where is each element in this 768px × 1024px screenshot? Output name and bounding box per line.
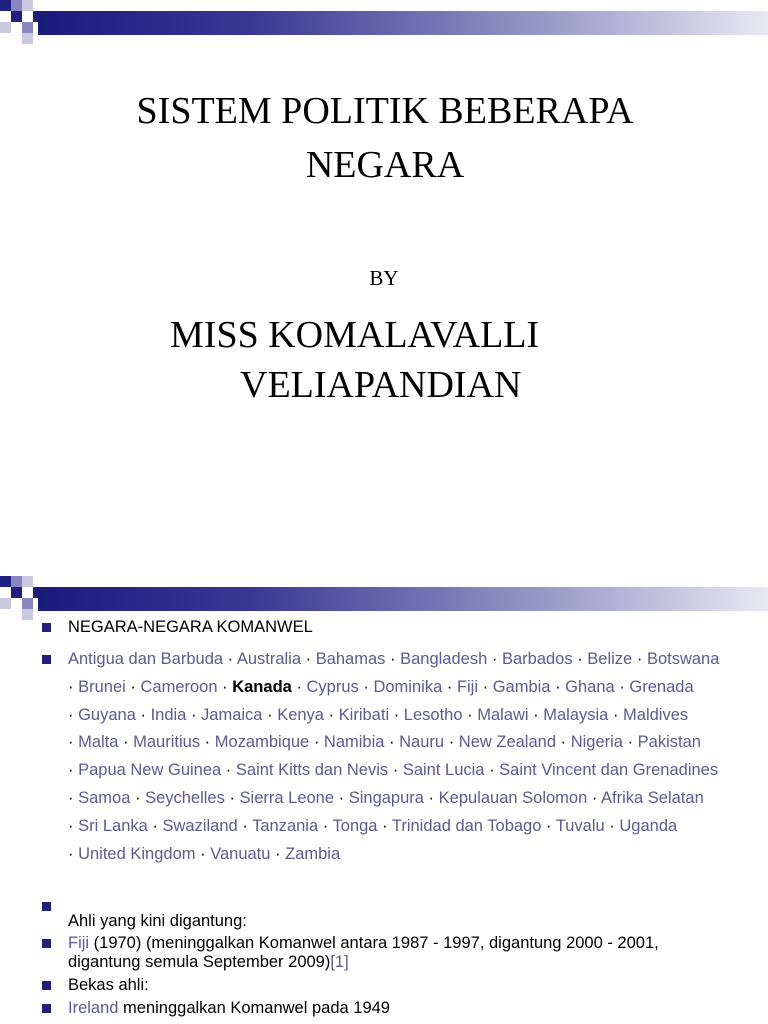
bullet-icon xyxy=(42,623,51,632)
country-item xyxy=(191,706,263,724)
country-item xyxy=(533,706,608,724)
separator-dot: · xyxy=(68,705,79,724)
country-link[interactable]: Papua New Guinea xyxy=(78,761,222,780)
country-link[interactable]: Maldives xyxy=(623,705,689,724)
separator-dot: · xyxy=(68,844,79,863)
country-link[interactable]: Bahamas xyxy=(315,650,386,668)
separator-dot: · xyxy=(392,761,403,780)
country-item xyxy=(609,817,677,835)
country-link[interactable]: Grenada xyxy=(629,677,694,696)
country-item xyxy=(267,706,324,724)
country-item xyxy=(68,761,221,779)
separator-dot: · xyxy=(68,816,79,835)
country-link[interactable]: Samoa xyxy=(78,788,131,807)
country-link[interactable]: Tanzania xyxy=(252,816,319,835)
country-link[interactable]: Fiji xyxy=(456,677,479,696)
country-link[interactable]: Mozambique xyxy=(214,733,310,752)
country-item xyxy=(329,706,390,724)
separator-dot: · xyxy=(328,705,339,724)
country-item xyxy=(577,650,632,668)
separator-dot: · xyxy=(612,705,624,724)
country-link[interactable]: Singapura xyxy=(348,788,424,807)
header-square xyxy=(22,576,33,587)
country-item xyxy=(296,678,358,696)
separator-dot: · xyxy=(390,650,401,668)
commonwealth-slide xyxy=(0,576,768,1024)
fiji-text: (1970) (meninggalkan Komanwel antara 1987 - 1997, digantung 2000 - 2001, digantung semula September 2009) xyxy=(68,934,659,971)
separator-dot: · xyxy=(577,650,588,668)
separator-dot: · xyxy=(296,677,307,696)
separator-dot: · xyxy=(123,733,134,752)
bullet-icon xyxy=(42,939,51,948)
fiji-link[interactable]: Fiji xyxy=(68,934,90,952)
header-gradient-bar xyxy=(38,587,768,611)
separator-dot: · xyxy=(200,844,211,863)
country-link[interactable]: Jamaica xyxy=(201,705,263,724)
country-link[interactable]: Gambia xyxy=(492,677,551,696)
separator-dot: · xyxy=(68,677,79,696)
slide-title xyxy=(60,84,710,192)
separator-dot: · xyxy=(560,733,571,752)
country-item xyxy=(140,706,186,724)
country-item xyxy=(314,733,385,751)
separator-dot: · xyxy=(134,788,146,807)
separator-dot: · xyxy=(68,761,79,780)
separator-dot: · xyxy=(222,677,233,696)
separator-dot: · xyxy=(489,761,500,780)
separator-dot: · xyxy=(448,733,459,752)
country-link[interactable]: Kepulauan Solomon xyxy=(438,788,588,807)
country-link[interactable]: Afrika Selatan xyxy=(601,788,704,807)
country-link[interactable]: Australia xyxy=(236,650,302,668)
bullet-icon xyxy=(42,1004,51,1013)
separator-dot: · xyxy=(491,650,502,668)
separator-dot: · xyxy=(152,816,163,835)
country-item xyxy=(152,817,237,835)
country-item xyxy=(68,817,148,835)
header-square xyxy=(22,598,33,609)
country-item xyxy=(135,789,225,807)
country-link[interactable]: Nigeria xyxy=(570,733,623,752)
country-item xyxy=(363,678,442,696)
title-line-2: NEGARA xyxy=(305,144,465,186)
header-square xyxy=(11,11,22,22)
country-item xyxy=(467,706,528,724)
country-link[interactable]: Kiribati xyxy=(338,705,390,724)
slide-heading: NEGARA-NEGARA KOMANWEL xyxy=(68,618,313,636)
country-link[interactable]: Guyana xyxy=(78,705,136,724)
country-item xyxy=(123,733,200,751)
country-link[interactable]: Antigua dan Barbuda xyxy=(68,650,224,668)
separator-dot: · xyxy=(275,844,286,863)
country-item xyxy=(229,789,334,807)
country-link[interactable]: Uganda xyxy=(619,816,678,835)
country-item xyxy=(68,706,136,724)
separator-dot: · xyxy=(627,733,638,752)
country-link[interactable]: Dominika xyxy=(373,677,443,696)
country-link[interactable]: Tonga xyxy=(332,816,378,835)
separator-dot: · xyxy=(140,705,151,724)
country-item xyxy=(306,650,386,668)
author-line-2: VELIAPANDIAN xyxy=(240,364,522,406)
country-item xyxy=(389,733,444,751)
country-item xyxy=(628,733,701,751)
country-item xyxy=(555,678,615,696)
country-link[interactable]: Lesotho xyxy=(403,705,463,724)
country-item xyxy=(592,789,704,807)
header-gradient-bar xyxy=(38,11,768,35)
country-link[interactable]: Seychelles xyxy=(145,788,225,807)
header-square xyxy=(22,33,33,44)
header-bar xyxy=(0,0,768,46)
country-item xyxy=(561,733,623,751)
country-item xyxy=(222,678,292,696)
country-item xyxy=(242,817,318,835)
header-square xyxy=(11,576,22,587)
bullet-icon xyxy=(42,902,51,911)
country-item xyxy=(228,650,301,668)
country-item xyxy=(483,678,551,696)
header-square xyxy=(0,0,11,11)
separator-dot: · xyxy=(428,788,439,807)
fiji-entry xyxy=(68,934,728,972)
country-link[interactable]: Vanuatu xyxy=(210,844,271,863)
country-item xyxy=(339,789,424,807)
header-square xyxy=(11,0,22,11)
separator-dot: · xyxy=(619,677,630,696)
country-link[interactable]: Swaziland xyxy=(162,816,238,835)
fiji-ref-link[interactable]: [1] xyxy=(330,953,349,971)
country-link[interactable]: Bangladesh xyxy=(400,650,488,668)
country-link[interactable]: Botswana xyxy=(646,650,720,668)
separator-dot: · xyxy=(190,705,202,724)
separator-dot: · xyxy=(225,761,236,780)
separator-dot: · xyxy=(467,705,478,724)
country-link[interactable]: Belize xyxy=(587,650,633,668)
separator-dot: · xyxy=(229,788,240,807)
country-item xyxy=(637,650,720,668)
separator-dot: · xyxy=(338,788,349,807)
country-item xyxy=(394,706,463,724)
separator-dot: · xyxy=(555,677,566,696)
separator-dot: · xyxy=(533,705,544,724)
country-link[interactable]: Sri Lanka xyxy=(78,816,148,835)
country-link[interactable]: Saint Kitts dan Nevis xyxy=(235,761,389,780)
country-item xyxy=(613,706,688,724)
separator-dot: · xyxy=(227,650,237,668)
country-link[interactable]: Ghana xyxy=(565,677,615,696)
country-item xyxy=(68,845,196,863)
country-item xyxy=(449,733,556,751)
country-item xyxy=(492,650,573,668)
separator-dot: · xyxy=(482,677,493,696)
separator-dot: · xyxy=(546,816,556,835)
title-line-1: SISTEM POLITIK BEBERAPA xyxy=(136,90,634,132)
country-list xyxy=(68,646,728,868)
separator-dot: · xyxy=(68,733,79,752)
country-item xyxy=(382,817,541,835)
country-item xyxy=(68,733,118,751)
header-square xyxy=(11,587,22,598)
by-label: BY xyxy=(369,266,399,290)
country-link[interactable]: Sierra Leone xyxy=(239,788,335,807)
country-link[interactable]: Barbados xyxy=(501,650,573,668)
country-item xyxy=(546,817,605,835)
suspended-label: Ahli yang kini digantung: xyxy=(68,912,247,930)
header-square xyxy=(22,609,33,620)
header-square xyxy=(22,0,33,11)
country-item xyxy=(205,733,310,751)
country-link[interactable]: United Kingdom xyxy=(78,844,196,863)
country-item xyxy=(393,761,485,779)
bullet-icon xyxy=(42,655,51,664)
separator-dot: · xyxy=(267,705,278,724)
country-item xyxy=(429,789,588,807)
header-square xyxy=(0,576,11,587)
country-link[interactable]: Trinidad dan Tobago xyxy=(391,816,542,835)
ireland-link[interactable]: Ireland xyxy=(68,999,119,1017)
country-link[interactable]: Pakistan xyxy=(637,733,701,752)
country-item xyxy=(447,678,478,696)
separator-dot: · xyxy=(242,816,253,835)
header-square xyxy=(22,22,33,33)
country-link[interactable]: Brunei xyxy=(78,677,126,696)
country-link[interactable]: Saint Lucia xyxy=(402,761,485,780)
country-link[interactable]: India xyxy=(150,705,187,724)
header-bar xyxy=(0,576,768,622)
country-item xyxy=(390,650,487,668)
separator-dot: · xyxy=(305,650,316,668)
country-link[interactable]: Nauru xyxy=(399,733,445,752)
country-item xyxy=(130,678,217,696)
country-link[interactable]: New Zealand xyxy=(458,733,557,752)
country-link[interactable]: Cyprus xyxy=(306,677,359,696)
country-item xyxy=(226,761,388,779)
separator-dot: · xyxy=(446,677,457,696)
separator-dot: · xyxy=(363,677,374,696)
separator-dot: · xyxy=(382,816,392,835)
country-link[interactable]: Cameroon xyxy=(140,677,218,696)
country-item xyxy=(68,678,126,696)
country-item xyxy=(619,678,693,696)
country-link[interactable]: Kanada xyxy=(232,677,292,696)
country-link[interactable]: Kenya xyxy=(277,705,324,724)
separator-dot: · xyxy=(130,677,141,696)
country-link[interactable]: Malawi xyxy=(477,705,529,724)
separator-dot: · xyxy=(591,788,602,807)
separator-dot: · xyxy=(322,816,333,835)
separator-dot: · xyxy=(313,733,324,752)
ireland-text: meninggalkan Komanwel pada 1949 xyxy=(118,999,390,1017)
country-item xyxy=(275,845,340,863)
author-line-1: MISS KOMALAVALLI xyxy=(170,314,540,356)
country-link[interactable]: Mauritius xyxy=(133,733,201,752)
country-item xyxy=(68,650,223,668)
header-square xyxy=(0,22,11,33)
country-item xyxy=(323,817,378,835)
country-link[interactable]: Saint Vincent dan Grenadines xyxy=(499,761,719,780)
separator-dot: · xyxy=(204,733,215,752)
country-link[interactable]: Zambia xyxy=(285,844,341,863)
bullet-icon xyxy=(42,981,51,990)
separator-dot: · xyxy=(389,733,400,752)
country-link[interactable]: Malaysia xyxy=(543,705,609,724)
country-item xyxy=(489,761,718,779)
separator-dot: · xyxy=(609,816,620,835)
country-item xyxy=(200,845,270,863)
separator-dot: · xyxy=(636,650,647,668)
author-name xyxy=(170,310,539,410)
country-link[interactable]: Namibia xyxy=(323,733,385,752)
country-link[interactable]: Tuvalu xyxy=(555,816,605,835)
header-square xyxy=(0,598,11,609)
separator-dot: · xyxy=(393,705,404,724)
former-label: Bekas ahli: xyxy=(68,976,149,994)
country-item xyxy=(68,789,130,807)
ireland-entry xyxy=(68,999,390,1018)
country-link[interactable]: Malta xyxy=(78,733,119,752)
separator-dot: · xyxy=(68,788,79,807)
